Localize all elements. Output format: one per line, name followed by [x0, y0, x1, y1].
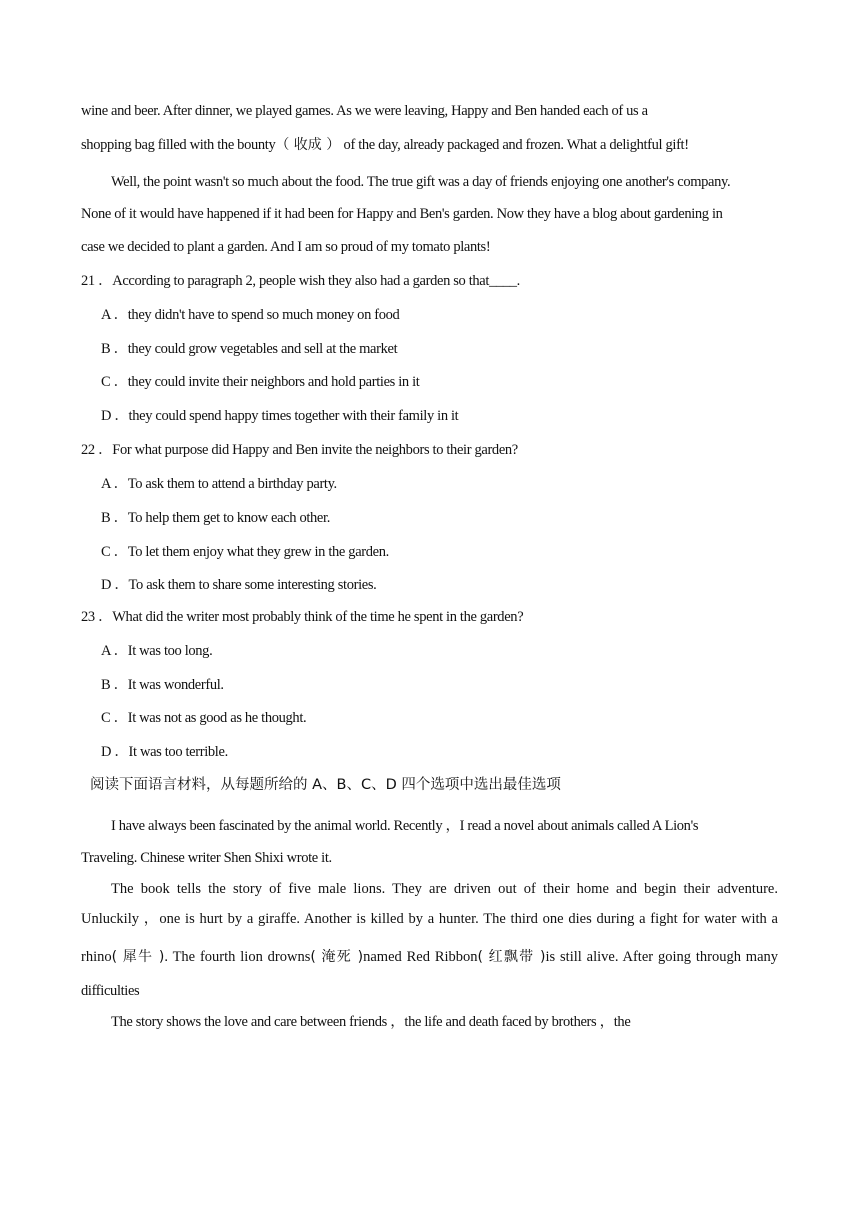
passage1-line-2-post: of the day, already packaged and frozen. What a delightful gift! — [340, 137, 689, 153]
passage1-line-2-pre: shopping bag filled with the bounty — [81, 137, 276, 153]
question-21-option-b: B ．they could grow vegetables and sell at the market — [101, 341, 398, 357]
question-23-option-c: C ．It was not as good as he thought. — [101, 710, 307, 726]
rhino-gloss: ( 犀牛 ) — [111, 949, 165, 965]
question-21-option-a: A ．they didn't have to spend so much money on food — [101, 307, 400, 323]
question-22-option-a: A ．To ask them to attend a birthday party. — [101, 476, 337, 492]
bounty-gloss: （ 收成 ） — [275, 137, 341, 153]
red-ribbon-gloss: ( 红飘带 ) — [477, 949, 546, 965]
question-23-option-d: D ．It was too terrible. — [101, 744, 228, 760]
section-heading: 阅读下面语言材料，从每题所给的 A、B、C、D 四个选项中选出最佳选项 — [90, 777, 561, 793]
passage2-line-2: Traveling. Chinese writer Shen Shixi wrote it. — [81, 850, 332, 866]
passage2-line-5-part-c: named Red Ribbon — [363, 949, 478, 965]
rhino-word: rhino — [81, 949, 112, 965]
passage2-line-4: Unluckily ，one is hurt by a giraffe. Another is killed by a hunter. The third one dies during a fight for water with a — [81, 911, 778, 927]
passage1-line-2 — [81, 136, 689, 154]
question-22-option-b: B ．To help them get to know each other. — [101, 510, 330, 526]
passage1-line-3: Well, the point wasn't so much about the food. The true gift was a day of friends enjoying one another's company. — [111, 174, 731, 190]
passage1-line-4: None of it would have happened if it had been for Happy and Ben's garden. Now they have a blog about gardening in — [81, 206, 723, 222]
passage1-line-5: case we decided to plant a garden. And I am so proud of my tomato plants! — [81, 239, 491, 255]
passage2-line-1: I have always been fascinated by the animal world. Recently ，I read a novel about animals called A Lion's — [111, 818, 699, 834]
passage2-line-5-part-b: . The fourth lion drowns — [164, 949, 311, 965]
passage2-line-5 — [81, 948, 778, 966]
question-21-option-c: C ．they could invite their neighbors and hold parties in it — [101, 374, 420, 390]
question-22-option-d: D ．To ask them to share some interesting stories. — [101, 577, 377, 593]
passage2-line-6: difficulties — [81, 983, 140, 999]
question-21-option-d: D ．they could spend happy times together with their family in it — [101, 408, 459, 424]
passage1-line-1: wine and beer. After dinner, we played games. As we were leaving, Happy and Ben handed each of us a — [81, 103, 648, 119]
question-23-option-b: B ．It was wonderful. — [101, 677, 224, 693]
drown-gloss: ( 淹死 ) — [310, 949, 364, 965]
passage2-line-5-part-d: is still alive. After going through many — [545, 949, 779, 965]
passage2-line-7: The story shows the love and care between friends ，the life and death faced by brothers ，the — [111, 1014, 631, 1030]
question-23-option-a: A ．It was too long. — [101, 643, 213, 659]
question-22-stem: 22 ．For what purpose did Happy and Ben invite the neighbors to their garden? — [81, 442, 518, 458]
question-22-option-c: C ．To let them enjoy what they grew in the garden. — [101, 544, 389, 560]
question-23-stem: 23 ．What did the writer most probably think of the time he spent in the garden? — [81, 609, 524, 625]
passage2-line-3: The book tells the story of five male lions. They are driven out of their home and begin their adventure. — [111, 881, 778, 897]
question-21-stem: 21 ．According to paragraph 2, people wish they also had a garden so that____. — [81, 273, 520, 289]
